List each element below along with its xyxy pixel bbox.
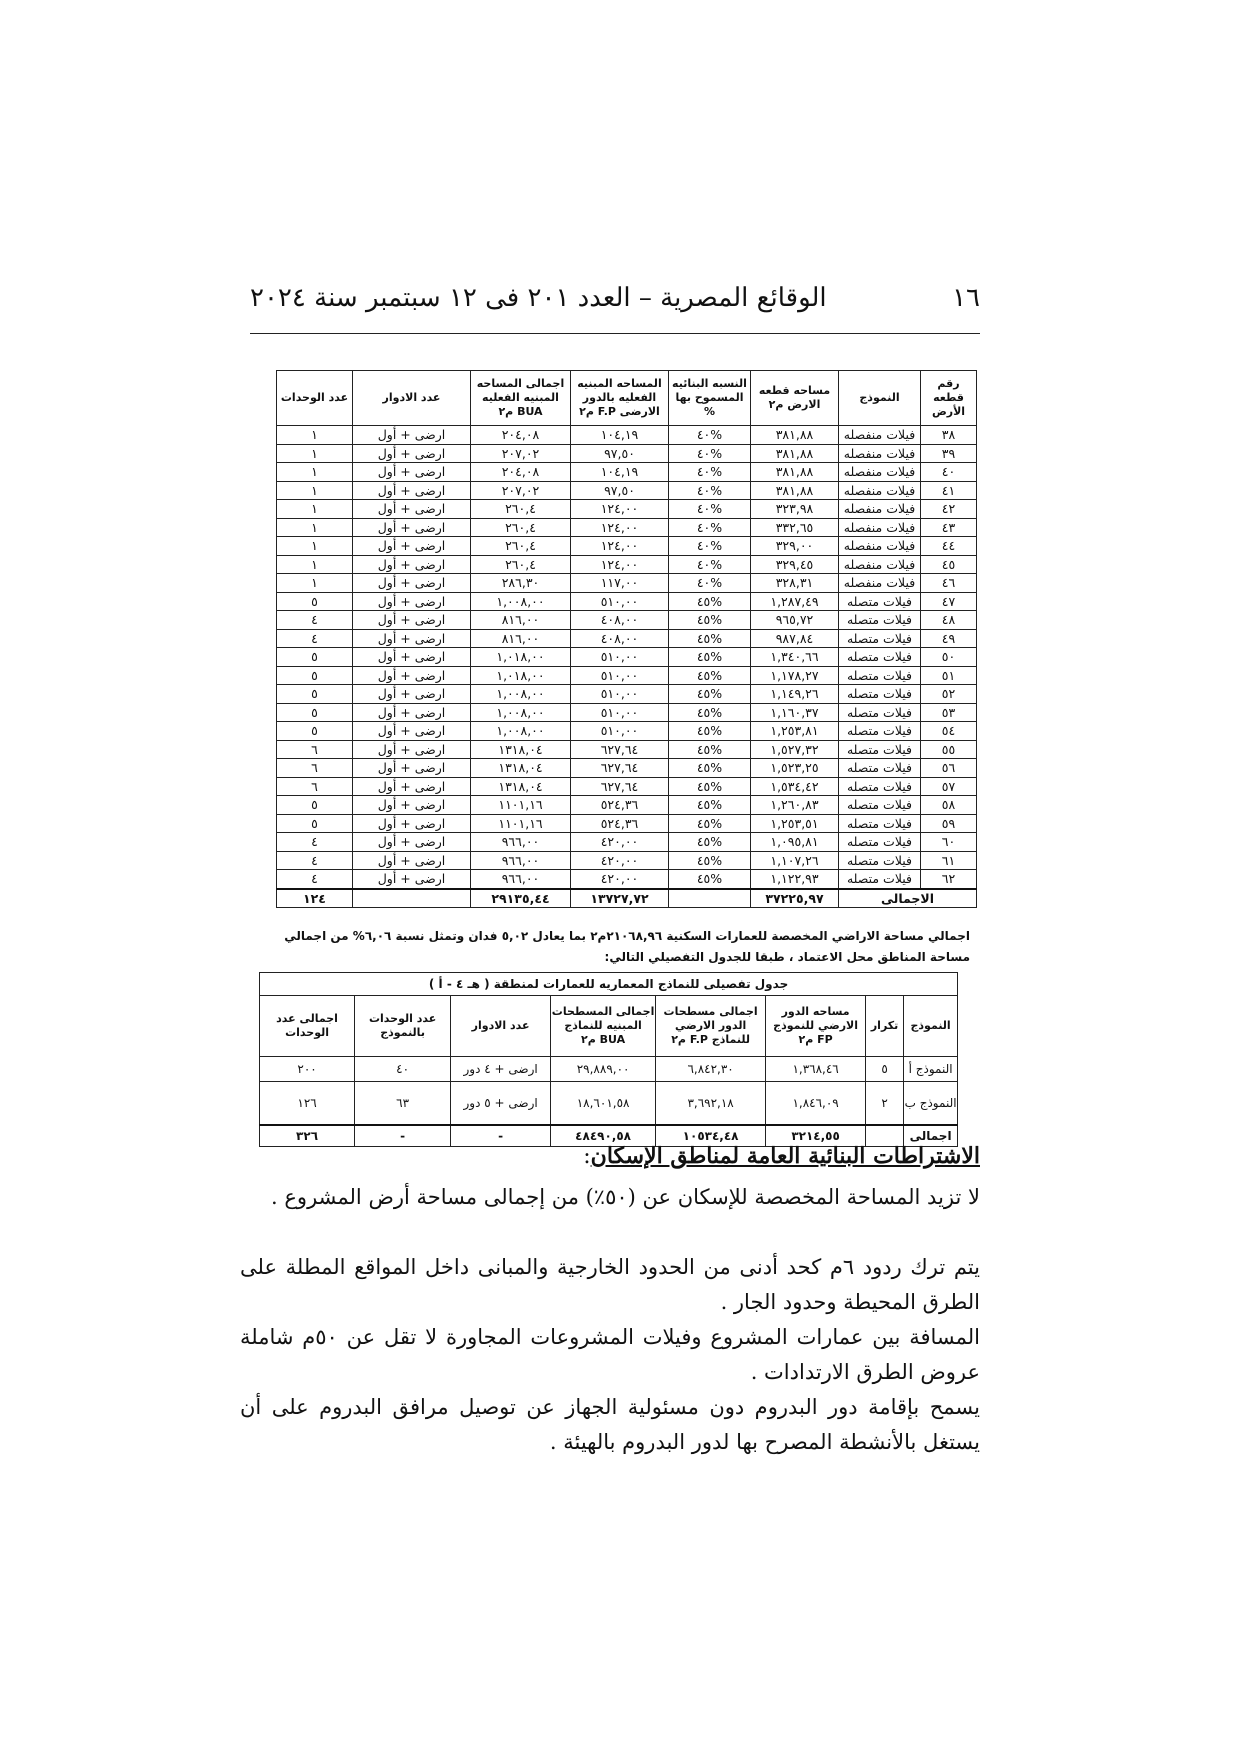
paragraph: يسمح بإقامة دور البدروم دون مسئولية الجهاز عن توصيل مرافق البدروم على أن يستغل بالأنشطة المصرح بها لدور البدروم بالهيئة .	[240, 1395, 980, 1454]
table-cell: %٤٠	[669, 481, 751, 500]
column-header: اجمالى عدد الوحدات	[260, 996, 355, 1057]
paragraph: يتم ترك ردود ٦م كحد أدنى من الحدود الخارجية والمبانى داخل المواقع المطلة على الطرق المحيطة وحدود الجار .	[240, 1255, 980, 1314]
table-cell: ارضى + أول	[353, 685, 471, 704]
table-cell: ٥	[277, 703, 353, 722]
table-cell: ١,٠٠٨,٠٠	[471, 592, 571, 611]
table-cell: ١,٨٤٦,٠٩	[766, 1082, 866, 1126]
table-row	[277, 666, 977, 685]
note-line: اجمالي مساحة الاراضي المخصصة للعمارات السكنية ٢١٠٦٨,٩٦م٢ بما يعادل ٥,٠٢ فدان وتمثل نسبة ٦,٠٦% من اجمالي	[284, 929, 970, 943]
table-cell: ٥٢	[921, 685, 977, 704]
table-cell: ٢٠٧,٠٢	[471, 444, 571, 463]
table-row	[277, 574, 977, 593]
table-cell: ١,١٦٠,٣٧	[751, 703, 839, 722]
models-table-header	[260, 996, 958, 1057]
table-cell: فيلات متصله	[839, 833, 921, 852]
table-cell: %٤٥	[669, 648, 751, 667]
table-cell: ٣٢٩,٤٥	[751, 555, 839, 574]
table-cell: ٢٦٠,٤	[471, 537, 571, 556]
table-cell: فيلات منفصله	[839, 574, 921, 593]
gazette-title: الوقائع المصرية – العدد ٢٠١ فى ١٢ سبتمبر سنة ٢٠٢٤	[250, 283, 827, 313]
table-cell: فيلات متصله	[839, 777, 921, 796]
land-area-note	[258, 926, 970, 968]
table-cell: ٩٦٦,٠٠	[471, 870, 571, 889]
table-cell: ٣٢٨,٣١	[751, 574, 839, 593]
table-cell: ٤٨٤٩٠,٥٨	[551, 1125, 656, 1147]
table-caption: جدول تفصيلى للنماذج المعماريه للعمارات لمنطقة ( هـ ٤ - أ )	[260, 973, 958, 996]
table-cell: ١	[277, 481, 353, 500]
table-cell: ارضى + أول	[353, 537, 471, 556]
table-cell: ٦,٨٤٢,٣٠	[656, 1057, 766, 1082]
table-cell: ٤٠٨,٠٠	[571, 611, 669, 630]
table-cell: ٤	[277, 851, 353, 870]
table-cell: ١	[277, 426, 353, 445]
table-cell: ١٠٥٣٤,٤٨	[656, 1125, 766, 1147]
table-cell: ٣٩	[921, 444, 977, 463]
column-header: المساحه المبنيه الفعليه بالدور الارضى F.P م٢	[571, 371, 669, 426]
column-header: مساحه الدور الارضي للنموذج FP م٢	[766, 996, 866, 1057]
table-cell: ١,٢٦٠,٨٣	[751, 796, 839, 815]
table-cell: ٩٦٦,٠٠	[471, 833, 571, 852]
column-header: اجمالى المساحه المبنيه الفعليه BUA م٢	[471, 371, 571, 426]
table-cell: ٥٣	[921, 703, 977, 722]
table-cell: ٩٦٦,٠٠	[471, 851, 571, 870]
table-cell: ٥٦	[921, 759, 977, 778]
table-cell: ٦٢	[921, 870, 977, 889]
table-cell: ٥	[277, 666, 353, 685]
section-title	[240, 1143, 980, 1169]
column-header: النسبه البنائيه المسموح بها %	[669, 371, 751, 426]
table-cell: ٢٦٠,٤	[471, 518, 571, 537]
table-cell: ٦	[277, 740, 353, 759]
table-cell: ١,١٧٨,٢٧	[751, 666, 839, 685]
table-cell: ١٠٤,١٩	[571, 463, 669, 482]
table-cell: ٨١٦,٠٠	[471, 629, 571, 648]
column-header: اجمالى مسطحات الدور الارضي للنماذج F.P م٢	[656, 996, 766, 1057]
paragraph: لا تزيد المساحة المخصصة للإسكان عن (٥٠٪) من إجمالى مساحة أرض المشروع .	[271, 1185, 980, 1209]
table-cell: %٤٠	[669, 444, 751, 463]
table-cell: ٤٢٠,٠٠	[571, 833, 669, 852]
table-cell: ١٨,٦٠١,٥٨	[551, 1082, 656, 1126]
table-cell: ٥	[277, 592, 353, 611]
table-cell: ٣٨	[921, 426, 977, 445]
table-cell: ٣,٦٩٢,١٨	[656, 1082, 766, 1126]
table-cell: فيلات متصله	[839, 629, 921, 648]
plots-table	[276, 370, 977, 908]
table-cell: ٣٢١٤,٥٥	[766, 1125, 866, 1147]
table-cell: ٥١٠,٠٠	[571, 592, 669, 611]
table-cell	[669, 889, 751, 908]
table-cell: ٥	[277, 722, 353, 741]
table-cell: ٤	[277, 833, 353, 852]
column-header: تكرار	[866, 996, 904, 1057]
table-cell: %٤٠	[669, 518, 751, 537]
table-cell: ٢٠٠	[260, 1057, 355, 1082]
table-cell: ارضى + أول	[353, 463, 471, 482]
table-cell: ٥١٠,٠٠	[571, 648, 669, 667]
table-cell: ٥١٠,٠٠	[571, 722, 669, 741]
table-cell: ١	[277, 537, 353, 556]
table-cell: ٢٨٦,٣٠	[471, 574, 571, 593]
table-cell: ٤٥	[921, 555, 977, 574]
table-cell: فيلات متصله	[839, 592, 921, 611]
column-header: النموذج	[839, 371, 921, 426]
table-cell: %٤٥	[669, 722, 751, 741]
table-cell: ١,١٢٢,٩٣	[751, 870, 839, 889]
table-row	[277, 444, 977, 463]
table-cell: ٥	[277, 685, 353, 704]
table-cell: ٥	[277, 814, 353, 833]
table-cell: ١,٠٩٥,٨١	[751, 833, 839, 852]
table-cell: ارضى + أول	[353, 500, 471, 519]
table-cell: %٤٥	[669, 814, 751, 833]
table-cell: ارضى + أول	[353, 592, 471, 611]
table-cell: ٩٧,٥٠	[571, 481, 669, 500]
table-cell: ارضى + أول	[353, 555, 471, 574]
table-cell: ١,٣٤٠,٦٦	[751, 648, 839, 667]
table-cell: فيلات متصله	[839, 685, 921, 704]
table-cell: ١,٢٥٣,٥١	[751, 814, 839, 833]
table-cell: ارضى + ٥ دور	[451, 1082, 551, 1126]
column-header: عدد الوحدات	[277, 371, 353, 426]
table-row	[277, 592, 977, 611]
table-cell: ٥٠	[921, 648, 977, 667]
table-cell: ارضى + أول	[353, 426, 471, 445]
table-row	[277, 426, 977, 445]
table-cell: %٤٠	[669, 500, 751, 519]
table-cell: ١٣١٨,٠٤	[471, 777, 571, 796]
table-cell: ٢٦٠,٤	[471, 555, 571, 574]
table-cell: %٤٥	[669, 666, 751, 685]
table-cell: ارضى + أول	[353, 444, 471, 463]
table-cell: ٦	[277, 759, 353, 778]
table-cell: ٤٣	[921, 518, 977, 537]
column-header: عدد الادوار	[451, 996, 551, 1057]
table-cell: ٥	[277, 796, 353, 815]
table-row	[277, 759, 977, 778]
table-cell: فيلات منفصله	[839, 481, 921, 500]
table-cell: ٤٢	[921, 500, 977, 519]
table-cell: النموذج أ	[904, 1057, 958, 1082]
table-cell: ٥٤	[921, 722, 977, 741]
table-cell: ١١٠١,١٦	[471, 814, 571, 833]
table-row	[277, 851, 977, 870]
table-cell: ٤٦	[921, 574, 977, 593]
total-label: الاجمالى	[839, 889, 977, 908]
table-cell: %٤٥	[669, 611, 751, 630]
table-cell: ٥٧	[921, 777, 977, 796]
table-cell: اجمالى	[904, 1125, 958, 1147]
table-cell: ارضى + أول	[353, 666, 471, 685]
table-cell: ٥١٠,٠٠	[571, 703, 669, 722]
table-row	[277, 537, 977, 556]
table-cell: فيلات متصله	[839, 666, 921, 685]
table-row	[277, 629, 977, 648]
table-cell: ارضى + أول	[353, 814, 471, 833]
table-cell: ١,٥٢٣,٢٥	[751, 759, 839, 778]
table-cell: ٥٥	[921, 740, 977, 759]
table-cell: ١,٠٠٨,٠٠	[471, 703, 571, 722]
section-colon: :	[583, 1144, 591, 1169]
table-cell: ٤	[277, 870, 353, 889]
note-line: مساحة المناطق محل الاعتماد ، طبقا للجدول التفصيلي التالي:	[604, 950, 970, 964]
table-row	[277, 777, 977, 796]
table-cell: -	[451, 1125, 551, 1147]
table-row	[260, 1082, 958, 1126]
table-cell: فيلات متصله	[839, 870, 921, 889]
table-cell: ١٢٦	[260, 1082, 355, 1126]
table-cell: فيلات متصله	[839, 851, 921, 870]
table-cell: ٥١	[921, 666, 977, 685]
table-cell: ٣٨١,٨٨	[751, 463, 839, 482]
table-cell: فيلات منفصله	[839, 444, 921, 463]
table-cell: فيلات منفصله	[839, 426, 921, 445]
column-header: عدد الوحدات بالنموذج	[355, 996, 451, 1057]
table-cell: ٦٢٧,٦٤	[571, 759, 669, 778]
table-cell: %٤٥	[669, 870, 751, 889]
table-cell: فيلات متصله	[839, 759, 921, 778]
total-area: ٣٧٢٢٥,٩٧	[751, 889, 839, 908]
table-cell: ارضى + أول	[353, 648, 471, 667]
table-cell: ١,٠٠٨,٠٠	[471, 722, 571, 741]
table-cell: ١,٢٥٣,٨١	[751, 722, 839, 741]
table-cell: ١٢٤,٠٠	[571, 537, 669, 556]
table-cell: النموذج ب	[904, 1082, 958, 1126]
table-cell: %٤٥	[669, 629, 751, 648]
table-cell: ٩٨٧,٨٤	[751, 629, 839, 648]
table-cell: ٥٢٤,٣٦	[571, 814, 669, 833]
table-cell: ١١٧,٠٠	[571, 574, 669, 593]
plots-table-header	[277, 371, 977, 426]
table-row	[277, 833, 977, 852]
table-cell: ٥	[866, 1057, 904, 1082]
table-cell: فيلات متصله	[839, 648, 921, 667]
table-row	[277, 481, 977, 500]
table-cell: ٦٢٧,٦٤	[571, 777, 669, 796]
table-cell: ٢٠٤,٠٨	[471, 463, 571, 482]
table-cell: ١,٠١٨,٠٠	[471, 666, 571, 685]
table-cell: ١	[277, 463, 353, 482]
table-cell: ٤	[277, 629, 353, 648]
total-bua: ٢٩١٣٥,٤٤	[471, 889, 571, 908]
table-cell: ١٣١٨,٠٤	[471, 759, 571, 778]
table-cell: ٣٨١,٨٨	[751, 481, 839, 500]
table-cell: %٤٠	[669, 555, 751, 574]
table-row	[277, 611, 977, 630]
table-cell: %٤٥	[669, 703, 751, 722]
table-row	[277, 722, 977, 741]
table-cell: ٤٠	[921, 463, 977, 482]
table-cell: %٤٥	[669, 759, 751, 778]
table-cell: ٦٠	[921, 833, 977, 852]
table-row	[277, 648, 977, 667]
table-cell: فيلات منفصله	[839, 463, 921, 482]
table-cell: ١	[277, 500, 353, 519]
table-cell: ٣٨١,٨٨	[751, 444, 839, 463]
table-cell: %٤٠	[669, 537, 751, 556]
table-row	[260, 1057, 958, 1082]
table-cell: ٤٨	[921, 611, 977, 630]
table-cell: ٣٢٣,٩٨	[751, 500, 839, 519]
column-header: عدد الادوار	[353, 371, 471, 426]
table-cell: ٣٨١,٨٨	[751, 426, 839, 445]
column-header: رقم قطعه الأرض	[921, 371, 977, 426]
table-cell: فيلات منفصله	[839, 500, 921, 519]
table-cell: %٤٠	[669, 426, 751, 445]
table-cell: ١٢٤,٠٠	[571, 555, 669, 574]
table-cell: ٦١	[921, 851, 977, 870]
table-cell: ارضى + أول	[353, 629, 471, 648]
table-cell: ٥١٠,٠٠	[571, 666, 669, 685]
paragraph: المسافة بين عمارات المشروع وفيلات المشروعات المجاورة لا تقل عن ٥٠م شاملة عروض الطرق الارتدادات .	[240, 1325, 980, 1384]
table-cell: ١	[277, 518, 353, 537]
table-cell: ١٢٤,٠٠	[571, 500, 669, 519]
table-cell: ارضى + أول	[353, 518, 471, 537]
table-cell: %٤٥	[669, 796, 751, 815]
table-cell: ارضى + ٤ دور	[451, 1057, 551, 1082]
total-row	[277, 889, 977, 908]
table-cell: ١,١٠٧,٢٦	[751, 851, 839, 870]
table-cell: فيلات منفصله	[839, 518, 921, 537]
header-divider	[250, 333, 980, 334]
table-cell: ٩٧,٥٠	[571, 444, 669, 463]
table-cell: ٦٣	[355, 1082, 451, 1126]
table-cell: ٦	[277, 777, 353, 796]
table-row	[277, 740, 977, 759]
table-cell: ارضى + أول	[353, 777, 471, 796]
table-cell: %٤٥	[669, 833, 751, 852]
table-cell: فيلات متصله	[839, 814, 921, 833]
table-cell: ارضى + أول	[353, 574, 471, 593]
table-cell: ٣٢٩,٠٠	[751, 537, 839, 556]
table-cell: ارضى + أول	[353, 611, 471, 630]
column-header: اجمالى المسطحات المبنيه للنماذج BUA م٢	[551, 996, 656, 1057]
table-cell: ١,٠١٨,٠٠	[471, 648, 571, 667]
table-row	[277, 814, 977, 833]
table-cell: %٤٥	[669, 592, 751, 611]
table-row	[277, 703, 977, 722]
table-cell: ٤٤	[921, 537, 977, 556]
table-cell: ٤٧	[921, 592, 977, 611]
table-cell: ٤٩	[921, 629, 977, 648]
table-cell: ٤	[277, 611, 353, 630]
table-cell	[353, 889, 471, 908]
total-units: ١٢٤	[277, 889, 353, 908]
table-cell: -	[355, 1125, 451, 1147]
table-cell: ١٣١٨,٠٤	[471, 740, 571, 759]
table-cell: %٤٠	[669, 574, 751, 593]
table-cell: ٥٨	[921, 796, 977, 815]
table-cell: ٨١٦,٠٠	[471, 611, 571, 630]
total-fp: ١٣٧٢٧,٧٢	[571, 889, 669, 908]
table-cell: فيلات متصله	[839, 722, 921, 741]
table-row	[277, 500, 977, 519]
table-cell: ١١٠١,١٦	[471, 796, 571, 815]
table-cell: ١,٥٣٤,٤٢	[751, 777, 839, 796]
table-cell: ٩٦٥,٧٢	[751, 611, 839, 630]
table-cell: ٤٢٠,٠٠	[571, 870, 669, 889]
table-cell: فيلات منفصله	[839, 555, 921, 574]
page-header	[250, 283, 980, 323]
table-cell: فيلات متصله	[839, 740, 921, 759]
table-cell: ارضى + أول	[353, 481, 471, 500]
table-cell: ارضى + أول	[353, 740, 471, 759]
table-cell: ٤٠٨,٠٠	[571, 629, 669, 648]
table-cell: ٤١	[921, 481, 977, 500]
table-cell: ١٠٤,١٩	[571, 426, 669, 445]
table-cell: ٢٠٤,٠٨	[471, 426, 571, 445]
table-cell: ١	[277, 574, 353, 593]
page-number: ١٦	[952, 283, 980, 313]
table-cell: ١,٠٠٨,٠٠	[471, 685, 571, 704]
table-cell: ٤٠	[355, 1057, 451, 1082]
table-cell: ارضى + أول	[353, 870, 471, 889]
table-cell: ٢٩,٨٨٩,٠٠	[551, 1057, 656, 1082]
table-cell: ٢٠٧,٠٢	[471, 481, 571, 500]
table-cell: فيلات متصله	[839, 796, 921, 815]
table-cell: %٤٠	[669, 463, 751, 482]
table-cell: ٥١٠,٠٠	[571, 685, 669, 704]
table-cell: ١	[277, 444, 353, 463]
building-models-table	[259, 972, 958, 1147]
table-cell: ارضى + أول	[353, 833, 471, 852]
table-cell: ارضى + أول	[353, 796, 471, 815]
table-cell: %٤٥	[669, 740, 751, 759]
table-cell: ٣٣٢,٦٥	[751, 518, 839, 537]
table-cell: ١,٣٦٨,٤٦	[766, 1057, 866, 1082]
table-cell: ١,٥٢٧,٣٢	[751, 740, 839, 759]
table-cell: فيلات متصله	[839, 703, 921, 722]
column-header: النموذج	[904, 996, 958, 1057]
table-cell: ارضى + أول	[353, 759, 471, 778]
table-cell: ٦٢٧,٦٤	[571, 740, 669, 759]
table-cell: ٢	[866, 1082, 904, 1126]
table-cell: ارضى + أول	[353, 722, 471, 741]
table-cell: ١,٢٨٧,٤٩	[751, 592, 839, 611]
table-cell: ١٢٤,٠٠	[571, 518, 669, 537]
table-cell: ٥٩	[921, 814, 977, 833]
table-row	[277, 463, 977, 482]
section-heading: الاشتراطات البنائية العامة لمناطق الإسكان	[590, 1143, 980, 1169]
table-row	[277, 870, 977, 889]
table-row	[277, 518, 977, 537]
table-cell: ١,١٤٩,٢٦	[751, 685, 839, 704]
table-row	[277, 796, 977, 815]
table-cell: فيلات منفصله	[839, 537, 921, 556]
table-cell: ارضى + أول	[353, 703, 471, 722]
table-row	[277, 685, 977, 704]
table-cell: ٤٢٠,٠٠	[571, 851, 669, 870]
table-cell: ارضى + أول	[353, 851, 471, 870]
table-cell: ٥	[277, 648, 353, 667]
table-cell: %٤٥	[669, 851, 751, 870]
table-cell: ٢٦٠,٤	[471, 500, 571, 519]
table-cell: ٥٢٤,٣٦	[571, 796, 669, 815]
column-header: مساحه قطعه الارض م٢	[751, 371, 839, 426]
table-cell: فيلات متصله	[839, 611, 921, 630]
table-cell: %٤٥	[669, 777, 751, 796]
table-row	[277, 555, 977, 574]
table-cell: ٣٢٦	[260, 1125, 355, 1147]
table-cell: %٤٥	[669, 685, 751, 704]
table-cell: ١	[277, 555, 353, 574]
